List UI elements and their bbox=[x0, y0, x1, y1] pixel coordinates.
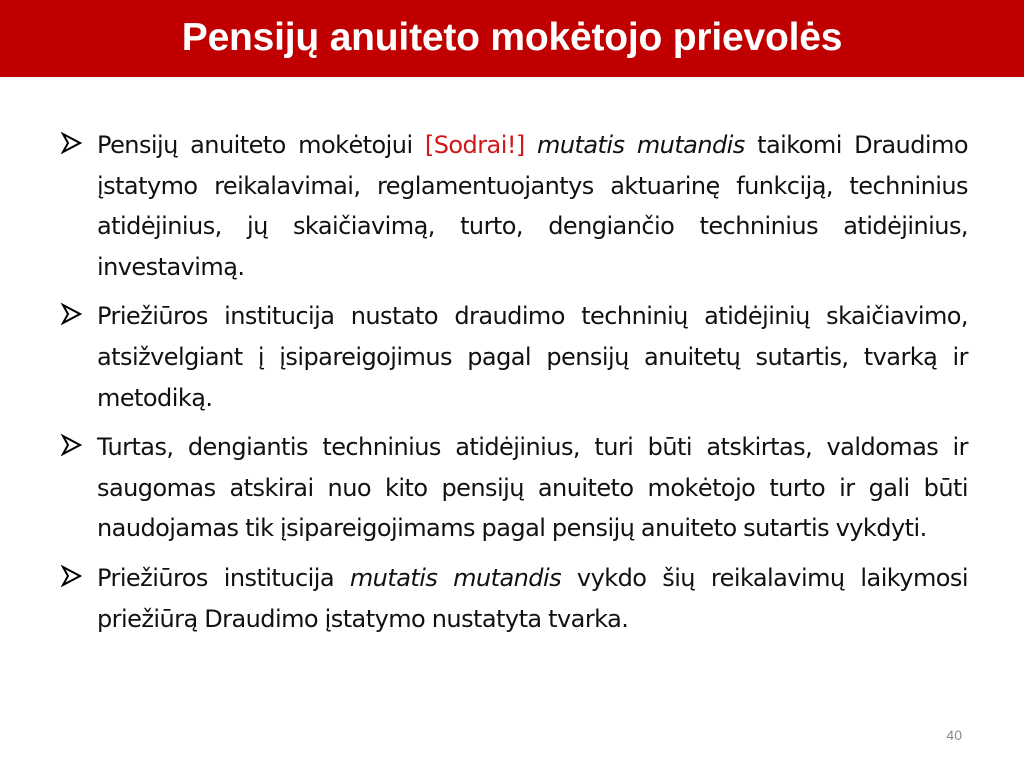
bullet-text-part: Pensijų anuiteto mokėtojui bbox=[97, 131, 425, 159]
slide-title: Pensijų anuiteto mokėtojo prievolės bbox=[181, 15, 843, 59]
bullet-item bbox=[58, 296, 968, 418]
bullet-list bbox=[58, 125, 968, 648]
highlighted-remark: [Sodrai!] bbox=[424, 131, 525, 159]
arrowhead-bullet-icon bbox=[60, 303, 82, 325]
bullet-text-part: taikomi Draudimo įstatymo reikalavimai, reglamentuojantys aktuarinę funkciją, techninius atidėjinius, jų skaičiavimą, turto, dengiančio techninius atidėjinius, investavimą. bbox=[97, 131, 968, 281]
arrowhead-bullet-icon bbox=[60, 132, 82, 154]
bullet-text: Turtas, dengiantis techninius atidėjinius, turi būti atskirtas, valdomas ir saugomas atskirai nuo kito pensijų anuiteto mokėtojo turto ir gali būti naudojamas tik įsipareigojimams pagal pensijų anuiteto sutartis vykdyti. bbox=[97, 433, 968, 543]
bullet-item bbox=[58, 427, 968, 549]
bullet-text bbox=[97, 125, 968, 287]
title-banner bbox=[0, 0, 1024, 77]
italic-term: mutatis mutandis bbox=[349, 563, 562, 592]
arrowhead-bullet-icon bbox=[60, 565, 82, 587]
italic-term: mutatis mutandis bbox=[537, 131, 745, 159]
bullet-text-part: Priežiūros institucija bbox=[97, 563, 350, 592]
page-number: 40 bbox=[946, 727, 962, 743]
bullet-text: Priežiūros institucija nustato draudimo techninių atidėjinių skaičiavimo, atsižvelgiant į įsipareigojimus pagal pensijų anuitetų sutartis, tvarką ir metodiką. bbox=[97, 302, 968, 412]
bullet-item bbox=[58, 558, 968, 639]
arrowhead-bullet-icon bbox=[60, 434, 82, 456]
bullet-text-part: vykdo šių reikalavimų laikymosi priežiūrą Draudimo įstatymo nustatyta tvarka. bbox=[97, 563, 968, 633]
bullet-text bbox=[97, 558, 968, 639]
bullet-text-part bbox=[525, 131, 537, 159]
bullet-item bbox=[58, 125, 968, 287]
